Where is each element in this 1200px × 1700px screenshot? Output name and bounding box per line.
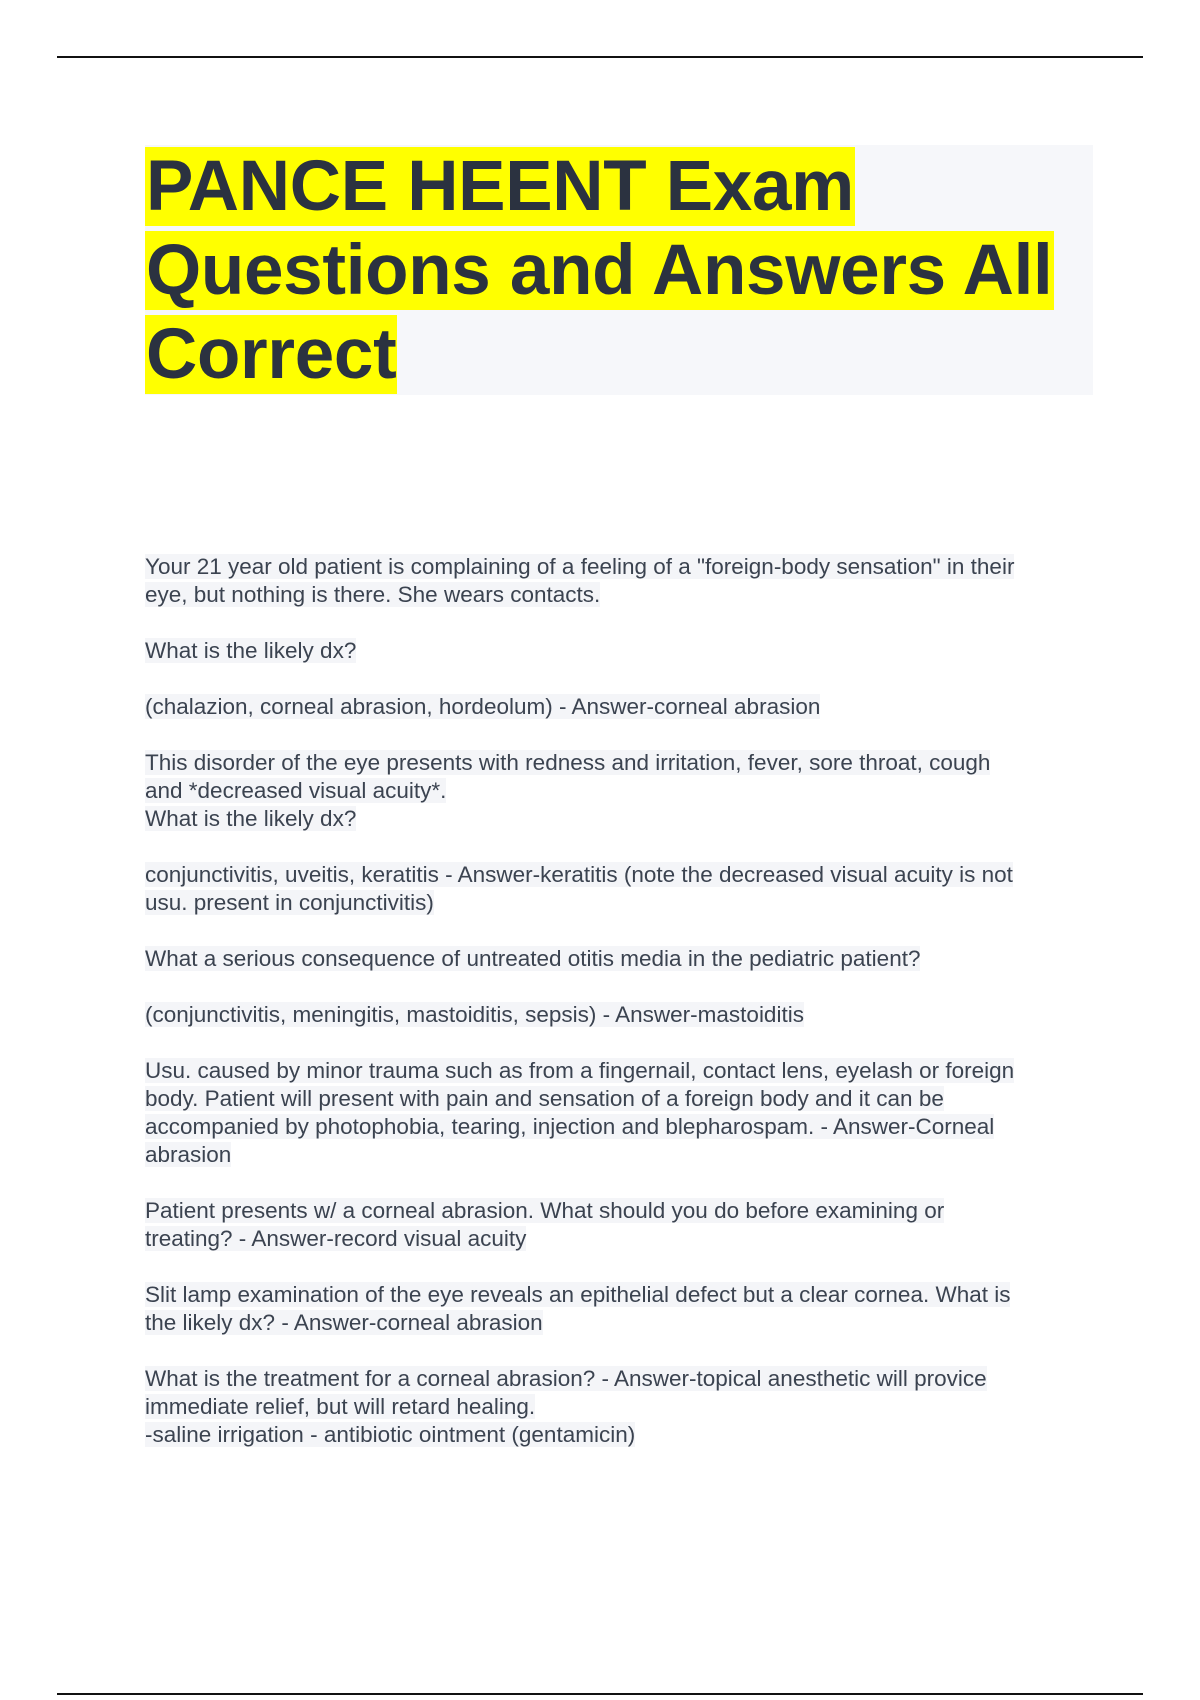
- text-line: [145, 945, 1085, 973]
- text-line-content: Slit lamp examination of the eye reveals an epithelial defect but a clear cornea. What is: [145, 1282, 1011, 1307]
- text-line: [145, 1197, 1085, 1225]
- text-line-content: What a serious consequence of untreated otitis media in the pediatric patient?: [145, 946, 921, 971]
- text-line-content: Your 21 year old patient is complaining of a feeling of a "foreign-body sensation" in their: [145, 554, 1015, 579]
- text-line: [145, 1001, 1085, 1029]
- text-line: [145, 693, 1085, 721]
- text-line-content: and *decreased visual acuity*.: [145, 778, 447, 803]
- text-line-content: eye, but nothing is there. She wears contacts.: [145, 582, 601, 607]
- text-line: [145, 861, 1085, 889]
- qa-paragraph: [145, 1365, 1085, 1449]
- qa-paragraph: [145, 861, 1085, 917]
- text-line-content: (conjunctivitis, meningitis, mastoiditis, sepsis) - Answer-mastoiditis: [145, 1002, 804, 1027]
- text-line: [145, 581, 1085, 609]
- text-line: [145, 637, 1085, 665]
- text-line: [145, 1141, 1085, 1169]
- text-line-content: body. Patient will present with pain and sensation of a foreign body and it can be: [145, 1086, 944, 1111]
- text-line: [145, 1421, 1085, 1449]
- qa-paragraph: [145, 637, 1085, 665]
- text-line-content: treating? - Answer-record visual acuity: [145, 1226, 527, 1251]
- text-line: [145, 1085, 1085, 1113]
- text-line: [145, 777, 1085, 805]
- document-body: [145, 553, 1085, 1477]
- text-line: [145, 1113, 1085, 1141]
- text-line-content: conjunctivitis, uveitis, keratitis - Answer-keratitis (note the decreased visual acuity is not: [145, 862, 1013, 887]
- text-line-content: usu. present in conjunctivitis): [145, 890, 434, 915]
- text-line: [145, 749, 1085, 777]
- qa-paragraph: [145, 1001, 1085, 1029]
- text-line-content: -saline irrigation - antibiotic ointment (gentamicin): [145, 1422, 636, 1447]
- title-highlight: PANCE HEENT Exam Questions and Answers All Correct: [146, 147, 1053, 394]
- text-line: [145, 1365, 1085, 1393]
- text-line-content: Usu. caused by minor trauma such as from a fingernail, contact lens, eyelash or foreign: [145, 1058, 1015, 1083]
- text-line: [145, 889, 1085, 917]
- text-line-content: What is the treatment for a corneal abrasion? - Answer-topical anesthetic will provice: [145, 1366, 987, 1391]
- qa-paragraph: [145, 1197, 1085, 1253]
- bottom-rule: [57, 1693, 1143, 1695]
- text-line: [145, 1393, 1085, 1421]
- text-line-content: This disorder of the eye presents with redness and irritation, fever, sore throat, cough: [145, 750, 991, 775]
- text-line: [145, 1281, 1085, 1309]
- text-line-content: What is the likely dx?: [145, 806, 357, 831]
- title-block: [145, 145, 1093, 395]
- qa-paragraph: [145, 1057, 1085, 1169]
- top-rule: [57, 56, 1143, 58]
- text-line: [145, 1309, 1085, 1337]
- document-title: [145, 145, 1093, 397]
- text-line-content: immediate relief, but will retard healing.: [145, 1394, 536, 1419]
- text-line: [145, 1057, 1085, 1085]
- qa-paragraph: [145, 1281, 1085, 1337]
- qa-paragraph: [145, 553, 1085, 609]
- qa-paragraph: [145, 749, 1085, 833]
- text-line: [145, 805, 1085, 833]
- text-line-content: What is the likely dx?: [145, 638, 357, 663]
- text-line-content: abrasion: [145, 1142, 232, 1167]
- text-line-content: Patient presents w/ a corneal abrasion. What should you do before examining or: [145, 1198, 945, 1223]
- text-line-content: (chalazion, corneal abrasion, hordeolum) - Answer-corneal abrasion: [145, 694, 821, 719]
- text-line: [145, 553, 1085, 581]
- qa-paragraph: [145, 693, 1085, 721]
- text-line: [145, 1225, 1085, 1253]
- text-line-content: the likely dx? - Answer-corneal abrasion: [145, 1310, 543, 1335]
- qa-paragraph: [145, 945, 1085, 973]
- text-line-content: accompanied by photophobia, tearing, injection and blepharospam. - Answer-Corneal: [145, 1114, 995, 1139]
